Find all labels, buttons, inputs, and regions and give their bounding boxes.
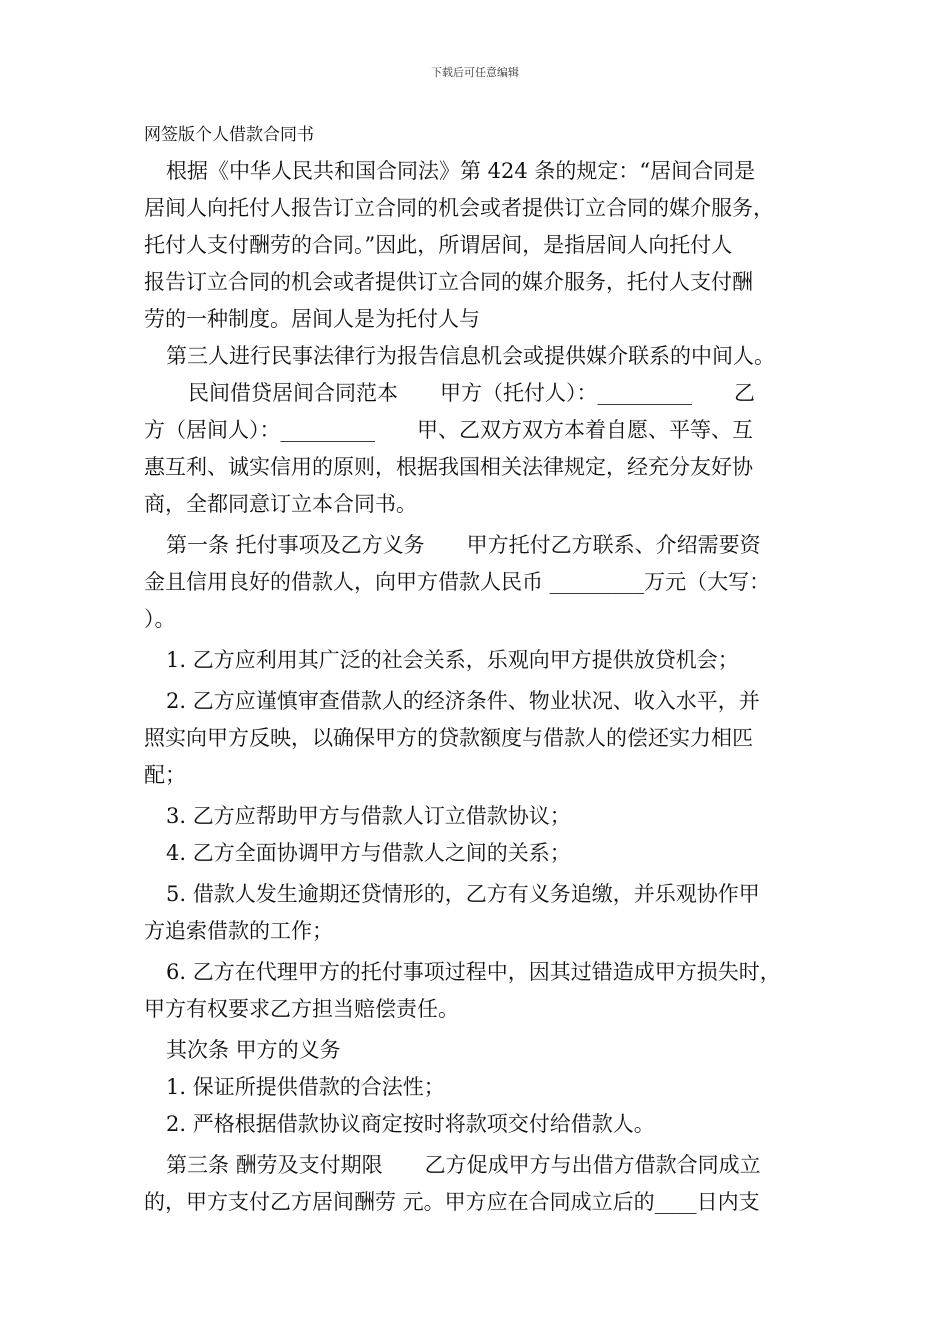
paragraph-line: 商，全都同意订立本合同书。 [144,492,417,516]
list-item: 6. 乙方在代理甲方的托付事项过程中，因其过错造成甲方损失时， [166,960,781,984]
article-heading-line: 第三条 酬劳及支付期限 乙方促成甲方与出借方借款合同成立 [166,1153,761,1177]
list-item: 1. 乙方应利用其广泛的社会关系，乐观向甲方提供放贷机会； [166,648,739,672]
paragraph-line: 金且信用良好的借款人，向甲方借款人民币 _________万元（大写： [144,570,771,594]
contract-body [144,117,812,1221]
list-item: 3. 乙方应帮助甲方与借款人订立借款协议； [166,804,571,828]
paragraph-line: 报告订立合同的机会或者提供订立合同的媒介服务，托付人支付酬 [144,270,753,294]
article-heading-line: 第一条 托付事项及乙方义务 甲方托付乙方联系、介绍需要资 [166,533,761,557]
paragraph-line: 托付人支付酬劳的合同。”因此，所谓居间，是指居间人向托付人 [144,233,733,257]
paragraph-line: 配； [144,763,186,787]
list-item: 5. 借款人发生逾期还贷情形的，乙方有义务追缴，并乐观协作甲 [166,882,760,906]
paragraph-line: 第三人进行民事法律行为报告信息机会或提供媒介联系的中间人。 [166,344,775,368]
page-header-note: 下载后可任意编辑 [431,66,519,79]
article-heading-line: 其次条 甲方的义务 [166,1038,341,1062]
list-item: 2. 乙方应谨慎审查借款人的经济条件、物业状况、收入水平，并 [166,689,760,713]
document-title: 网签版个人借款合同书 [144,125,314,145]
paragraph-line: 民间借贷居间合同范本 甲方（托付人）：_________ 乙 [188,381,755,405]
paragraph-line: 的，甲方支付乙方居间酬劳 元。甲方应在合同成立后的____日内支 [144,1190,760,1214]
paragraph-line: 居间人向托付人报告订立合同的机会或者提供订立合同的媒介服务， [144,196,774,220]
paragraph-line: 照实向甲方反映，以确保甲方的贷款额度与借款人的偿还实力相匹 [144,726,753,750]
paragraph-line: 方追索借款的工作； [144,919,333,943]
paragraph-line: 方（居间人）：_________ 甲、乙双方双方本着自愿、平等、互 [144,418,753,442]
paragraph-line: ）。 [144,607,176,631]
list-item: 4. 乙方全面协调甲方与借款人之间的关系； [166,841,571,865]
paragraph-line: 劳的一种制度。居间人是为托付人与 [144,307,480,331]
paragraph-line: 惠互利、诚实信用的原则，根据我国相关法律规定，经充分友好协 [144,455,753,479]
list-item: 1. 保证所提供借款的合法性； [166,1075,445,1099]
list-item: 2. 严格根据借款协议商定按时将款项交付给借款人。 [166,1112,655,1136]
paragraph-line: 根据《中华人民共和国合同法》第 424 条的规定：“居间合同是 [166,159,756,183]
paragraph-line: 甲方有权要求乙方担当赔偿责任。 [144,997,459,1021]
